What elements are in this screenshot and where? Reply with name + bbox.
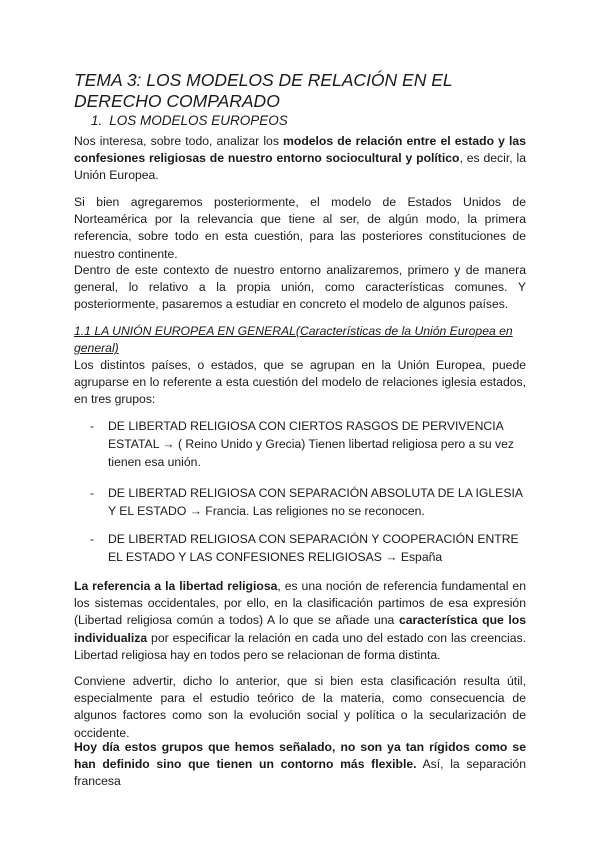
paragraph-context: Dentro de este contexto de nuestro entorno analizaremos, primero y de manera general, lo relativo a la propia unión, como características comunes. Y posteriormente, pasaremos a estudiar en concreto el modelo de algunos países. [74,263,526,312]
paragraph-text: , es decir, la Unión Europea. [74,151,527,183]
list-item [74,417,526,471]
bold-text: Hoy día estos grupos que hemos señalado, no son ya tan rígidos como se han definido sino que tienen un contorno más flexible. [74,740,526,772]
list-dash: - [90,532,95,546]
list-item-text: DE LIBERTAD RELIGIOSA CON CIERTOS RASGOS DE PERVIVENCIA ESTATAL → ( Reino Unido y Grecia) Tienen libertad religiosa pero a su vez tienen esa unión. [108,419,514,469]
groups-list [74,417,526,471]
groups-list [74,484,526,520]
paragraph-text: , es una noción de referencia fundamental en los sistemas occidentales, por ello, en la clasificación partimos de esa expresión (Libertad religiosa común a todos) A lo que se añade una [74,579,526,628]
paragraph-warning: Conviene advertir, dicho lo anterior, que si bien esta clasificación resulta útil, especialmente para el estudio teórico de la materia, como consecuencia de algunos factores como son la evolución social y política o la secularización de occidente. [74,674,526,740]
document-title: TEMA 3: LOS MODELOS DE RELACIÓN EN EL DERECHO COMPARADO [74,70,453,111]
paragraph-text: Así, la separación francesa [74,757,526,789]
list-item [74,530,526,566]
subsection-heading: 1.1 LA UNIÓN EUROPEA EN GENERAL(Características de la Unión Europea en general) [74,324,513,356]
paragraph-flexible [74,739,526,791]
section-heading [91,113,288,128]
section-number: 1. [91,113,103,128]
groups-list [74,530,526,566]
section-title: LOS MODELOS EUROPEOS [109,113,288,128]
list-item-text: DE LIBERTAD RELIGIOSA CON SEPARACIÓN ABSOLUTA DE LA IGLESIA Y EL ESTADO → Francia. Las religiones no se reconocen. [108,486,523,518]
paragraph-religious-freedom [74,578,526,664]
paragraph-text: por especificar la relación en cada uno del estado con las creencias. Libertad religiosa hay en todos pero se relacionan de forma distinta. [74,630,526,662]
paragraph-groups: Los distintos países, o estados, que se agrupan en la Unión Europea, puede agruparse en lo referente a esta cuestión del modelo de relaciones iglesia estados, en tres grupos: [74,358,526,407]
bold-text: característica que los individualiza [74,613,526,645]
paragraph-intro [74,133,526,185]
list-item-text: DE LIBERTAD RELIGIOSA CON SEPARACIÓN Y COOPERACIÓN ENTRE EL ESTADO Y LAS CONFESIONES RELIGIOSAS → España [108,532,519,564]
paragraph-text: Nos interesa, sobre todo, analizar los [74,134,284,148]
bold-text: modelos de relación entre el estado y las confesiones religiosas de nuestro entorno sociocultural y político [74,134,526,166]
paragraph-usa: Si bien agregaremos posteriormente, el modelo de Estados Unidos de Norteamérica por la relevancia que tiene al ser, de algún modo, la primera referencia, sobre todo en esta cuestión, para las posteriores constituciones de nuestro continente. [74,195,526,261]
list-dash: - [90,419,95,433]
list-item [74,484,526,520]
list-dash: - [90,486,95,500]
bold-text: La referencia a la libertad religiosa [74,579,278,593]
